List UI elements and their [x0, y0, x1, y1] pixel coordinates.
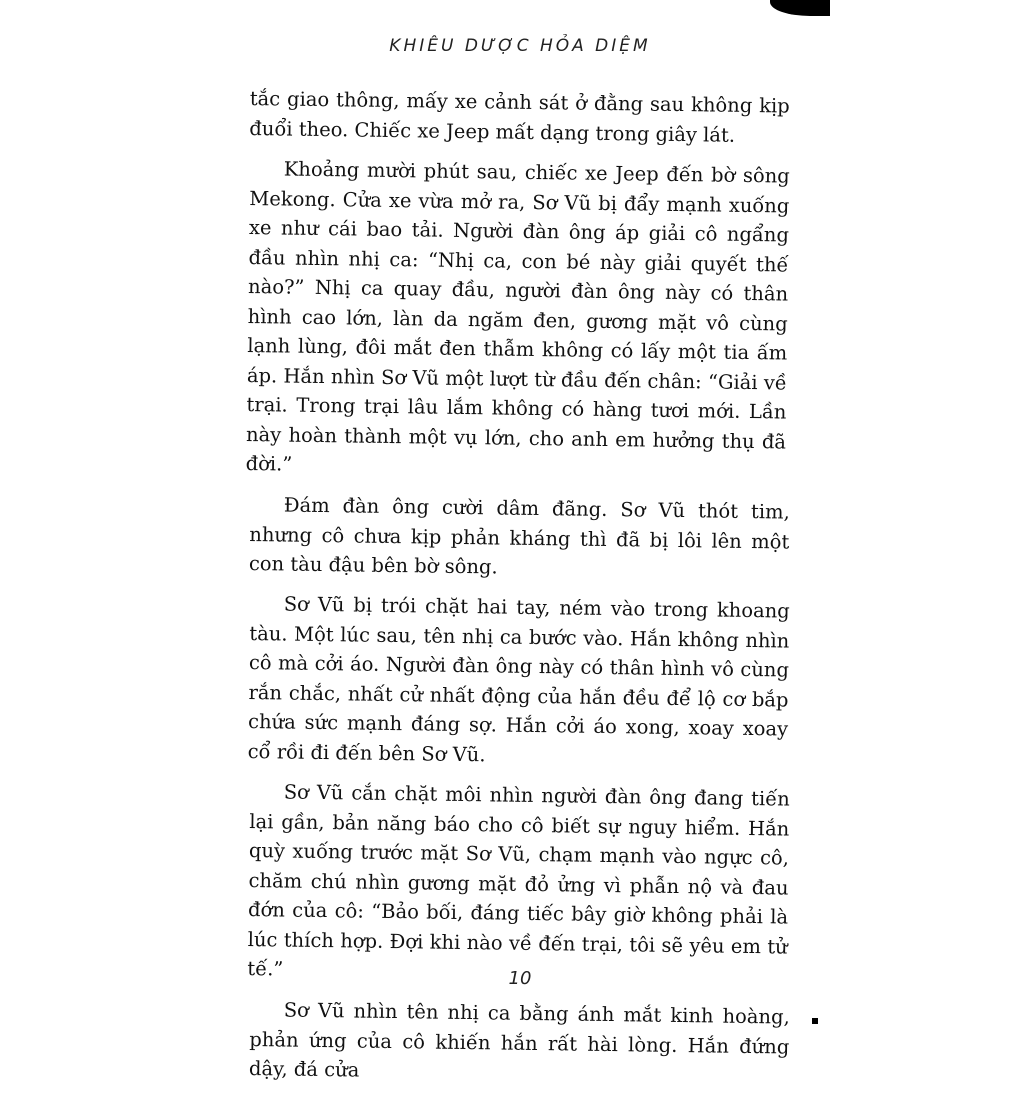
paragraph: Sơ Vũ nhìn tên nhị ca bằng ánh mắt kinh hoàng, phản ứng của cô khiến hắn rất hài lòng. Hắn đứng dậy, đá cửa: [248, 997, 790, 1082]
page-edge-mark: [812, 1018, 818, 1024]
paragraph: Sơ Vũ bị trói chặt hai tay, ném vào trong khoang tàu. Một lúc sau, tên nhị ca bước vào. Hắn không nhìn cô mà cởi áo. Người đàn ông này có thân hình vô cùng rắn chắc, nhất cử nhất động của hắn đều để lộ cơ bắp chứa sức mạnh đáng sợ. Hắn cởi áo xong, xoay xoay cổ rồi đi đến bên Sơ Vũ.: [247, 592, 790, 766]
page-number: 10: [508, 968, 532, 989]
body-text: [245, 84, 790, 1094]
running-header: KHIÊU DƯỢC HỎA DIỆM: [389, 36, 651, 56]
paragraph: Sơ Vũ cắn chặt môi nhìn người đàn ông đang tiến lại gần, bản năng báo cho cô biết sự nguy hiểm. Hắn quỳ xuống trước mặt Sơ Vũ, chạm mạnh vào ngực cô, chăm chú nhìn gương mặt đỏ ửng vì phẫn nộ và đau đớn của cô: “Bảo bối, đáng tiếc bây giờ không phải là lúc thích hợp. Đợi khi nào về đến trại, tôi sẽ yêu em tử tế.”: [247, 780, 790, 981]
paragraph: Đám đàn ông cười dâm đãng. Sơ Vũ thót tim, nhưng cô chưa kịp phản kháng thì đã bị lôi lên một con tàu đậu bên bờ sông.: [248, 492, 790, 578]
paragraph: Khoảng mười phút sau, chiếc xe Jeep đến bờ sông Mekong. Cửa xe vừa mở ra, Sơ Vũ bị đẩy mạnh xuống xe như cái bao tải. Người đàn ông áp giải cô ngẩng đầu nhìn nhị ca: “Nhị ca, con bé này giải quyết thế nào?” Nhị ca quay đầu, người đàn ông này có thân hình cao lớn, làn da ngăm đen, gương mặt vô cùng lạnh lùng, đôi mắt đen thẫm không có lấy một tia ấm áp. Hắn nhìn Sơ Vũ một lượt từ đầu đến chân: “Giải về trại. Trong trại lâu lắm không có hàng tươi mới. Lần này hoàn thành một vụ lớn, cho anh em hưởng thụ đã đời.”: [245, 157, 790, 476]
book-page: [245, 0, 790, 1082]
paragraph-continued: tắc giao thông, mấy xe cảnh sát ở đằng sau không kịp đuổi theo. Chiếc xe Jeep mất dạng trong giây lát.: [249, 86, 790, 147]
